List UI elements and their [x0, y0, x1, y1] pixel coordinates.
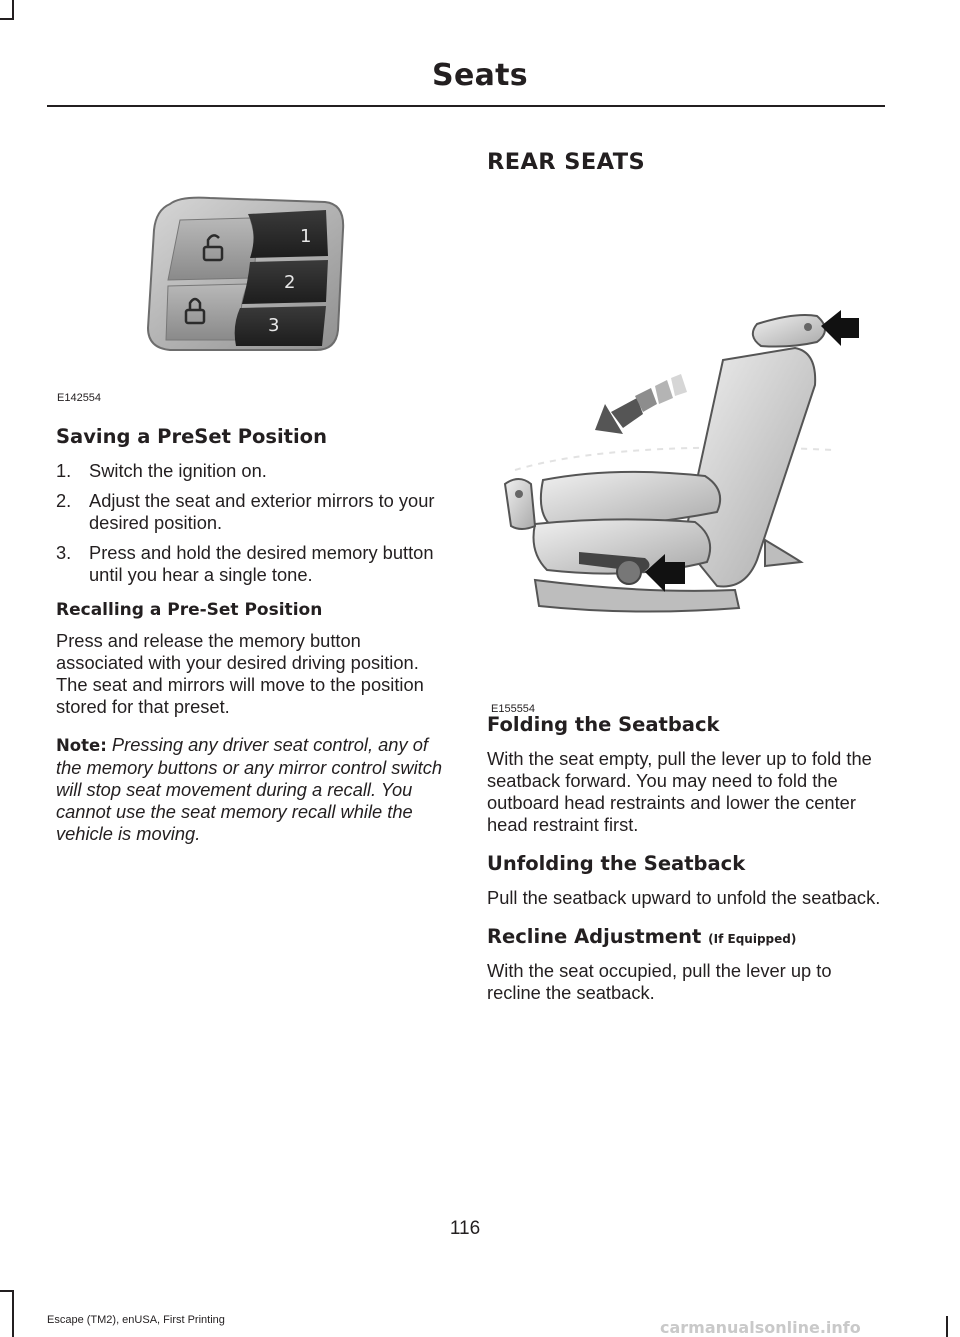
recline-heading	[487, 925, 882, 948]
right-column	[487, 713, 882, 1020]
note	[56, 734, 451, 845]
memory-button-3: 3	[268, 315, 280, 336]
recalling-heading: Recalling a Pre-Set Position	[56, 600, 323, 620]
crop-mark	[946, 1316, 948, 1337]
list-item	[56, 542, 451, 586]
memory-button-1: 1	[300, 226, 312, 247]
watermark: carmanualsonline.info	[660, 1318, 861, 1337]
left-column	[56, 425, 451, 861]
note-text: Pressing any driver seat control, any of the memory buttons or any mirror control switch will stop seat movement during a recall. You cannot use the seat memory recall while the vehicle is moving.	[56, 734, 443, 844]
step-text: Press and hold the desired memory button until you hear a single tone.	[89, 542, 434, 585]
step-text: Switch the ignition on.	[89, 460, 267, 481]
step-number: 2.	[56, 490, 72, 511]
saving-steps	[56, 460, 451, 586]
list-item	[56, 460, 451, 482]
unfolding-body: Pull the seatback upward to unfold the seatback.	[487, 887, 881, 908]
memory-buttons-illustration	[140, 190, 360, 365]
figure-id: E155554	[491, 703, 536, 715]
recline-body: With the seat occupied, pull the lever up to recline the seatback.	[487, 960, 832, 1003]
unfolding-heading: Unfolding the Seatback	[487, 852, 746, 875]
page-number: 116	[449, 1218, 481, 1239]
folding-body: With the seat empty, pull the lever up to fold the seatback forward. You may need to fold the outboard head restraints and lower the center head restraint first.	[487, 748, 872, 835]
section-title: REAR SEATS	[487, 149, 646, 175]
memory-button-2: 2	[284, 272, 296, 293]
step-number: 1.	[56, 460, 72, 481]
page-title: Seats	[432, 58, 528, 93]
rear-seat-illustration	[495, 290, 875, 620]
step-number: 3.	[56, 542, 72, 563]
recline-title: Recline Adjustment	[487, 925, 702, 948]
figure-id: E142554	[57, 392, 102, 404]
crop-mark	[0, 18, 14, 20]
step-text: Adjust the seat and exterior mirrors to your desired position.	[89, 490, 435, 533]
recline-qualifier: (If Equipped)	[708, 932, 797, 946]
saving-heading: Saving a PreSet Position	[56, 425, 327, 448]
note-label: Note:	[56, 736, 107, 755]
list-item	[56, 490, 451, 534]
headrest-arrow-icon	[821, 310, 859, 346]
crop-mark	[12, 1290, 14, 1337]
footer-text: Escape (TM2), enUSA, First Printing	[47, 1314, 225, 1326]
fold-motion-arrow	[595, 374, 687, 434]
crop-mark	[0, 1290, 14, 1292]
header-rule	[47, 105, 885, 107]
recalling-body: Press and release the memory button associated with your desired driving position. The seat and mirrors will move to the position stored for that preset.	[56, 630, 424, 717]
folding-heading: Folding the Seatback	[487, 713, 720, 736]
crop-mark	[12, 0, 14, 20]
